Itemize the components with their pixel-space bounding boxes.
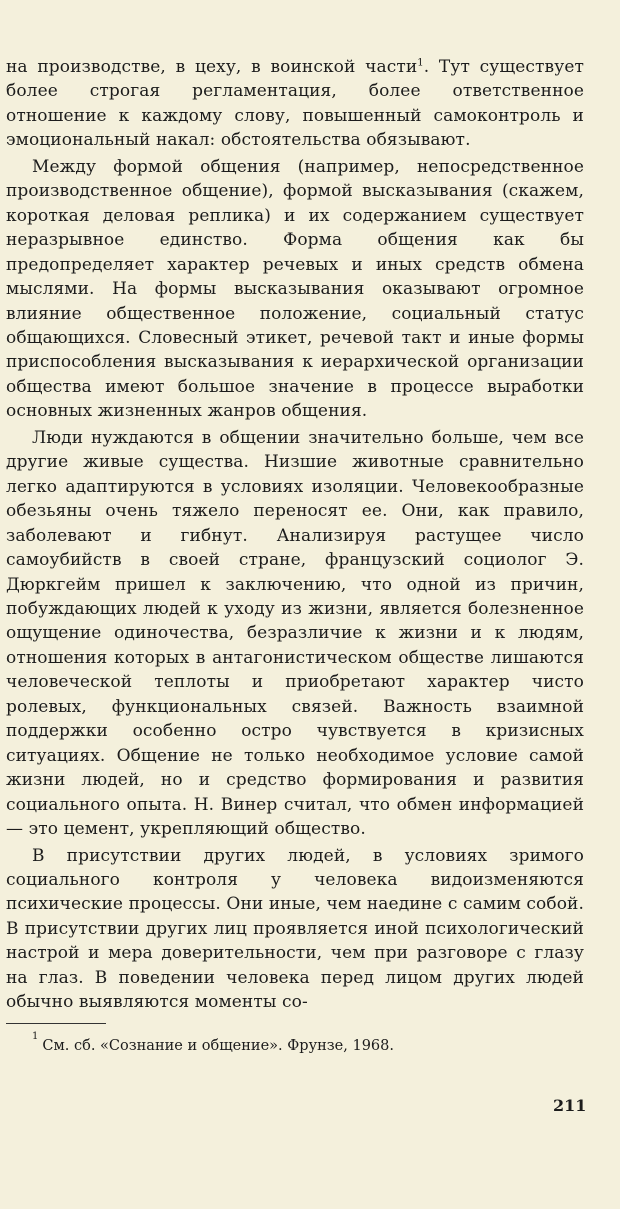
footnote-reference: 1 <box>417 57 424 69</box>
paragraph-1-start: на производстве, в цеху, в воинской части <box>6 57 418 77</box>
footnote <box>32 1031 394 1056</box>
footnote-mark: 1 <box>32 1031 39 1042</box>
footnote-text: См. сб. «Сознание и общение». Фрунзе, 1968. <box>42 1038 394 1054</box>
footnote-divider <box>6 1023 106 1024</box>
page-number: 211 <box>553 1096 587 1115</box>
paragraph-3: Люди нуждаются в общении значительно больше, чем все другие живые существа. Низшие животные сравнительно легко адаптируются в условиях изоляции. Человекообразные обезьяны очень тяжело переносят ее. Они, как правило, заболевают и гибнут. Анализируя растущее число самоубийств в своей стране, французский социолог Э. Дюркгейм пришел к заключению, что одной из причин, побуждающих людей к уходу из жизни, является болезненное ощущение одиночества, безразличие к жизни и к людям, отношения которых в антагонистическом обществе лишаются человеческой теплоты и приобретают характер чисто ролевых, функциональных связей. Важность взаимной поддержки особенно остро чувствуется в кризисных ситуациях. Общение не только необходимое условие самой жизни людей, но и средство формирования и развития социального опыта. Н. Винер считал, что обмен информацией — это цемент, укрепляющий общество. <box>6 427 584 840</box>
paragraph-4: В присутствии других людей, в условиях зримого социального контроля у человека видоизменяются психические процессы. Они иные, чем наедине с самим собой. В присутствии других лиц проявляется иной психологический настрой и мера доверительности, чем при разговоре с глазу на глаз. В поведении человека перед лицом других людей обычно выявляются моменты со- <box>6 845 584 1013</box>
paragraph-1 <box>6 55 584 153</box>
paragraph-1-rest: . Тут существует более строгая регламентация, более ответственное отношение к каждому слову, повышенный самоконтроль и эмоциональный накал: обстоятельства обязывают. <box>6 57 584 151</box>
paragraph-2: Между формой общения (например, непосредственное производственное общение), формой высказывания (скажем, короткая деловая реплика) и их содержанием существует неразрывное единство. Форма общения как бы предопределяет характер речевых и иных средств обмена мыслями. На формы высказывания оказывают огромное влияние общественное положение, социальный статус общающихся. Словесный этикет, речевой такт и иные формы приспособления высказывания к иерархической организации общества имеют большое значение в процессе выработки основных жизненных жанров общения. <box>6 156 584 422</box>
main-text <box>6 55 584 1015</box>
